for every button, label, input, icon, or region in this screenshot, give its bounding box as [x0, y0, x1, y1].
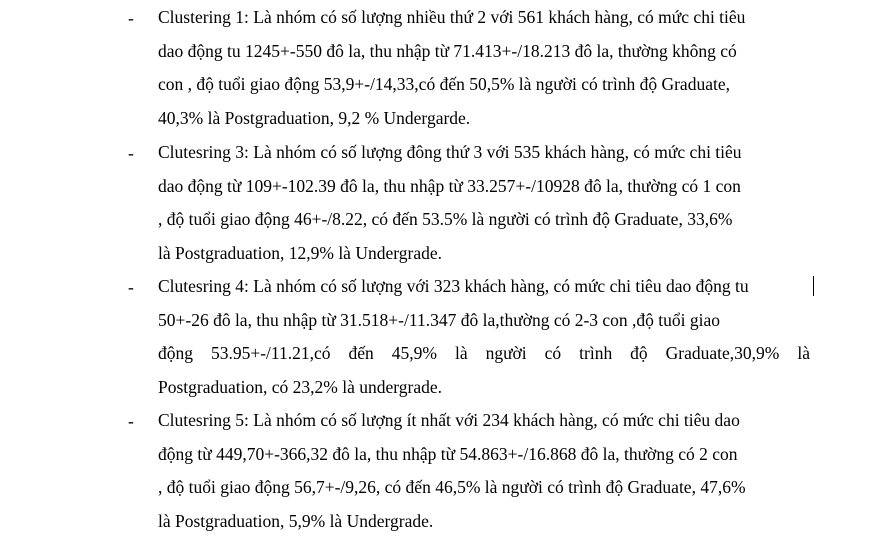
list-bullet: -: [128, 8, 134, 28]
list-item-text: [158, 136, 810, 270]
text-line: 50+-26 đô la, thu nhập từ 31.518+-/11.347 đô la,thường có 2-3 con ,độ tuổi giao: [158, 309, 721, 330]
text-line: Clutesring 5: Là nhóm có số lượng ít nhất với 234 khách hàng, có mức chi tiêu dao: [158, 410, 740, 430]
text-line: Clutesring 4: Là nhóm có số lượng với 323 khách hàng, có mức chi tiêu dao động tu: [158, 276, 749, 296]
list-bullet: -: [128, 411, 134, 431]
text-line: dao động tu 1245+-550 đô la, thu nhập từ 71.413+-/18.213 đô la, thường không có: [158, 40, 737, 61]
text-line: động 53.95+-/11.21,có đến 45,9% là người có trình độ Graduate,30,9% là: [158, 343, 810, 364]
text-line: là Postgraduation, 5,9% là Undergrade.: [158, 510, 434, 531]
text-cursor: [813, 276, 814, 296]
text-line: Clutesring 3: Là nhóm có số lượng đông thứ 3 với 535 khách hàng, có mức chi tiêu: [158, 142, 742, 162]
list-item-text: [158, 270, 810, 404]
text-line: con , độ tuổi giao động 53,9+-/14,33,có đến 50,5% là người có trình độ Graduate,: [158, 74, 730, 95]
list-bullet: -: [128, 277, 134, 297]
list-item-text: [158, 1, 810, 135]
text-line: là Postgraduation, 12,9% là Undergrade.: [158, 242, 442, 263]
text-line: Postgraduation, có 23,2% là undergrade.: [158, 376, 442, 397]
text-line: , độ tuổi giao động 46+-/8.22, có đến 53.5% là người có trình độ Graduate, 33,6%: [158, 209, 733, 230]
list-item-text: [158, 404, 810, 538]
text-line: Clustering 1: Là nhóm có số lượng nhiều thứ 2 với 561 khách hàng, có mức chi tiêu: [158, 7, 746, 27]
text-line: dao động từ 109+-102.39 đô la, thu nhập từ 33.257+-/10928 đô la, thường có 1 con: [158, 175, 741, 196]
list-bullet: -: [128, 143, 134, 163]
text-line: động từ 449,70+-366,32 đô la, thu nhập từ 54.863+-/16.868 đô la, thường có 2 con: [158, 443, 738, 464]
text-line: , độ tuổi giao động 56,7+-/9,26, có đến 46,5% là người có trình độ Graduate, 47,6%: [158, 477, 746, 498]
text-line: 40,3% là Postgraduation, 9,2 % Undergarde.: [158, 107, 471, 128]
